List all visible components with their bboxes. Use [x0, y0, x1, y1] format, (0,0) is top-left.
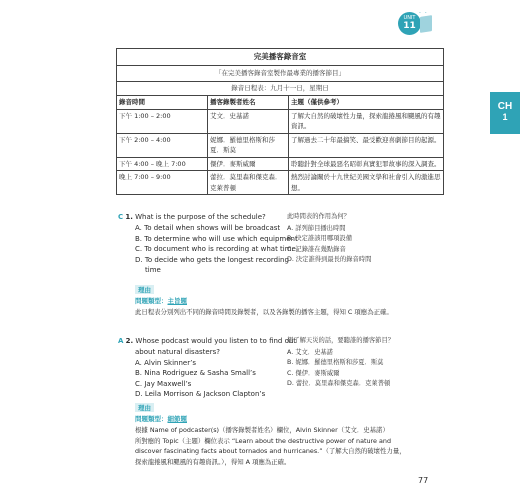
table-row	[117, 109, 443, 133]
unit-label: UNIT	[403, 15, 416, 21]
unit-badge	[398, 10, 436, 46]
translation-option: A. 詳列節目播出時間	[287, 224, 346, 232]
translation-option: C. 傑伊．麥斯威爾	[287, 369, 340, 377]
question-number: 1.	[125, 213, 133, 221]
chapter-tab-label: CH	[497, 101, 513, 112]
question-2	[118, 336, 296, 347]
schedule-grid	[117, 96, 443, 194]
translation-title: 此時間表的作用為何？	[287, 213, 350, 220]
page-number: 77	[418, 476, 429, 485]
translation-option: C. 記錄誰在幾點錄音	[287, 245, 346, 253]
header-podcaster: 播客錄製者姓名	[208, 96, 289, 109]
translation-option: D. 決定誰得到最長的錄音時間	[287, 256, 372, 263]
question-1	[118, 212, 266, 223]
table-row	[117, 171, 443, 195]
options-list	[135, 223, 298, 276]
schedule-date: 錄音日程表：九月十一日，星期日	[117, 82, 443, 96]
question-type-value: 主旨題	[167, 297, 187, 305]
table-row	[117, 157, 443, 171]
translation-title: 想了解天災的話，要聽誰的播客節目？	[287, 337, 395, 344]
translation-block	[287, 212, 371, 266]
reason-label: 理由	[135, 403, 154, 412]
translation-option: A. 艾文．史基諾	[287, 348, 333, 356]
explanation-line: 探索龍捲風和颶風的有趣資訊。），得知 A 項應為正確。	[135, 457, 291, 466]
translation-option: D. 蕾拉．莫里森和傑克森．克萊普頓	[287, 380, 391, 387]
question-type-label: 問題類型：	[135, 415, 168, 423]
question-type-value: 細節題	[167, 415, 187, 423]
reason-label: 理由	[135, 285, 154, 294]
cell-podcaster: 妮娜．羅德里格斯和莎夏．斯莫	[208, 133, 289, 157]
translation-block	[287, 336, 394, 390]
question-type	[135, 414, 187, 423]
explanation-line: 根據 Name of podcaster(s)（播客錄製者姓名）欄位，Alvin Skinner（艾文．史基諾）	[135, 426, 389, 434]
option-d: D. Leila Morrison & Jackson Clapton’s	[135, 390, 266, 398]
explanation: 此日程表分別列出不同的錄音時間及錄製者，以及各錄製的播客主題，得知 C 項應為正確。	[135, 308, 393, 316]
chapter-tab-number: 1	[502, 112, 508, 122]
question-text-continued: about natural disasters?	[135, 348, 220, 356]
question-number: 2.	[125, 337, 134, 345]
question-text: What is the purpose of the schedule?	[135, 213, 266, 221]
cell-time: 下午 1:00 – 2:00	[117, 109, 208, 133]
option-a: A. To detail when shows will be broadcast	[135, 224, 281, 232]
header-time: 錄音時間	[117, 96, 208, 109]
schedule-title: 完美播客錄音室	[117, 49, 443, 66]
answer-key: A	[118, 337, 124, 345]
explanation-line: discover fascinating facts about tornados and hurricanes.”（了解大自然的破壞性力量，	[135, 447, 406, 455]
explanation	[135, 425, 490, 467]
cell-time: 下午 4:00 – 晚上 7:00	[117, 157, 208, 171]
question-text: Whose podcast would you listen to to find out	[135, 337, 297, 345]
cell-time: 晚上 7:00 – 9:00	[117, 171, 208, 195]
cell-podcaster: 蕾拉．莫里森和傑克森．克萊普頓	[208, 171, 289, 195]
explanation-line: 所對應的 Topic（主題）欄位表示 “Learn about the destructive power of nature and	[135, 436, 392, 445]
cell-topic: 聆聽針對全球最惡名昭彰真實犯罪故事的深入調查。	[289, 157, 444, 171]
header-topic: 主題（僅供參考）	[289, 96, 444, 109]
option-c: C. Jay Maxwell’s	[135, 379, 192, 388]
book-icon	[420, 15, 432, 33]
option-b: B. To determine who will use which equipment	[135, 234, 298, 243]
option-c: C. To document who is recording at what time	[135, 245, 296, 253]
sparkle-icon: · ·	[419, 10, 428, 17]
unit-circle	[398, 12, 421, 35]
translation-option: B. 決定誰該用哪項設備	[287, 235, 352, 242]
question-type-label: 問題類型：	[135, 297, 168, 305]
options-list	[135, 347, 265, 400]
table-header-row	[117, 96, 443, 109]
answer-key: C	[118, 213, 124, 221]
table-row	[117, 133, 443, 157]
cell-topic: 了解大自然的破壞性力量，探索龍捲風和颶風的有趣資訊。	[289, 109, 444, 133]
option-b: B. Nina Rodriguez & Sasha Small’s	[135, 369, 256, 377]
question-type	[135, 296, 187, 305]
option-d-continued: time	[145, 266, 161, 274]
cell-topic: 熱烈討論關於十九世紀美國文學和社會引入的激進思想。	[289, 171, 444, 195]
cell-podcaster: 傑伊．麥斯威爾	[208, 157, 289, 171]
chapter-tab	[490, 92, 520, 134]
schedule-subtitle: 「在完美播客錄音室製作最專業的播客節目」	[117, 66, 443, 82]
cell-time: 下午 2:00 – 4:00	[117, 133, 208, 157]
cell-podcaster: 艾文．史基諾	[208, 109, 289, 133]
option-d: D. To decide who gets the longest recording	[135, 255, 289, 264]
unit-number: 11	[403, 21, 416, 31]
schedule-table	[116, 48, 444, 195]
translation-option: B. 妮娜．羅德里格斯和莎夏．斯莫	[287, 359, 384, 366]
cell-topic: 了解過去二十年最搞笑、最受歡迎喜劇節目的起源。	[289, 133, 444, 157]
option-a: A. Alvin Skinner’s	[135, 358, 196, 367]
